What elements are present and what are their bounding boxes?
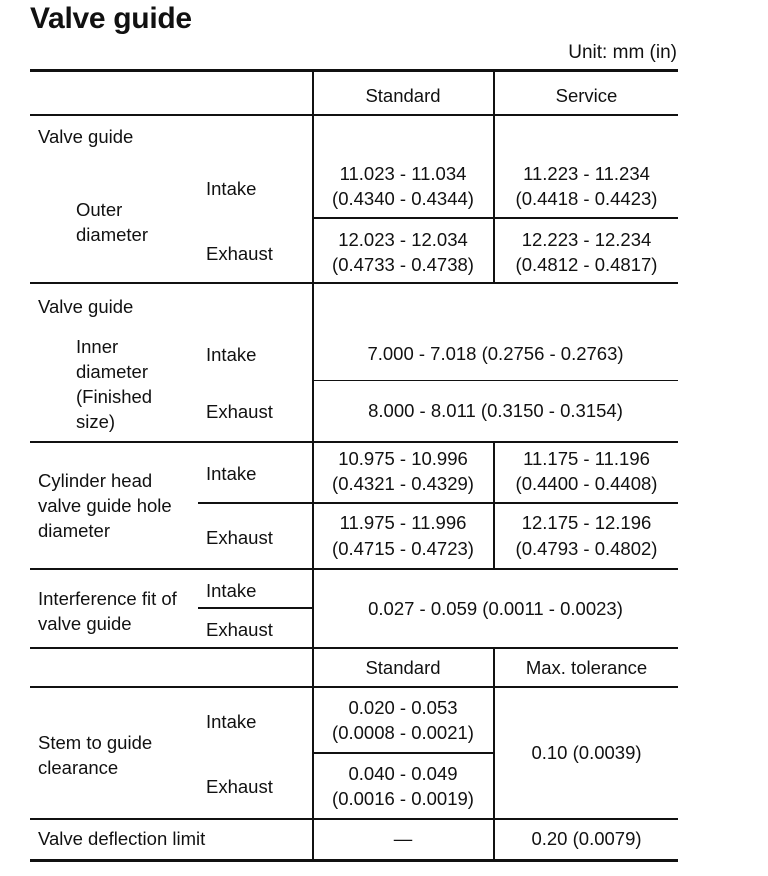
hole-exhaust-label: Exhaust <box>206 527 273 548</box>
rule-interference-mid <box>198 607 313 609</box>
outer-intake-std-2: (0.4340 - 0.4344) <box>332 188 474 209</box>
rule-hole-mid <box>198 502 678 504</box>
stem-intake-std-1: 0.020 - 0.053 <box>348 697 458 718</box>
outer-intake-label: Intake <box>206 178 257 199</box>
interference-exhaust-label: Exhaust <box>206 619 273 640</box>
rule-inner-mid <box>313 380 678 381</box>
stem-exhaust-std-1: 0.040 - 0.049 <box>348 763 458 784</box>
header-max-tolerance: Max. tolerance <box>525 657 648 678</box>
hole-exhaust-svc-2: (0.4793 - 0.4802) <box>515 538 658 559</box>
hole-intake-svc-1: 11.175 - 11.196 <box>523 448 650 469</box>
outer-intake-svc-1: 11.223 - 11.234 <box>523 163 650 184</box>
unit-label: Unit: mm (in) <box>568 42 677 63</box>
hole-exhaust-svc-1: 12.175 - 12.196 <box>521 512 652 533</box>
hole-label-line2: valve guide hole <box>38 495 172 516</box>
stem-max-value: 0.10 (0.0039) <box>531 742 642 763</box>
deflection-standard: — <box>393 828 413 849</box>
inner-label-line3: (Finished <box>76 386 153 407</box>
outer-label-line1: Outer <box>76 199 123 220</box>
header-standard: Standard <box>365 85 441 106</box>
outer-exhaust-std-2: (0.4733 - 0.4738) <box>332 254 474 275</box>
hole-label-line1: Cylinder head <box>38 470 153 491</box>
rule-header-bottom <box>30 114 678 116</box>
rule-hole-bottom <box>30 568 678 570</box>
stem-label-line2: clearance <box>38 757 119 778</box>
hole-intake-label: Intake <box>206 463 257 484</box>
outer-exhaust-label: Exhaust <box>206 243 273 264</box>
hole-intake-std-2: (0.4321 - 0.4329) <box>332 473 474 494</box>
rule-bottom <box>30 859 678 862</box>
outer-exhaust-std-1: 12.023 - 12.034 <box>338 229 468 250</box>
rule-interference-bottom <box>30 647 678 649</box>
header-service: Service <box>555 85 618 106</box>
stem-exhaust-std-2: (0.0016 - 0.0019) <box>332 788 474 809</box>
inner-exhaust-value: 8.000 - 8.011 (0.3150 - 0.3154) <box>368 400 623 421</box>
rule-inner-bottom <box>30 441 678 443</box>
hole-intake-std-1: 10.975 - 10.996 <box>338 448 468 469</box>
rule-stem-bottom <box>30 818 678 820</box>
interference-intake-label: Intake <box>206 580 257 601</box>
rule-outer-mid <box>313 217 678 219</box>
rule-header2-bottom <box>30 686 678 688</box>
outer-intake-svc-2: (0.4418 - 0.4423) <box>515 188 658 209</box>
deflection-max: 0.20 (0.0079) <box>531 828 642 849</box>
rule-stem-mid <box>313 752 494 754</box>
hole-exhaust-std-2: (0.4715 - 0.4723) <box>332 538 474 559</box>
outer-group-label: Valve guide <box>38 126 134 147</box>
outer-exhaust-svc-2: (0.4812 - 0.4817) <box>515 254 658 275</box>
hole-intake-svc-2: (0.4400 - 0.4408) <box>515 473 658 494</box>
inner-label-line2: diameter <box>76 361 148 382</box>
stem-exhaust-label: Exhaust <box>206 776 273 797</box>
stem-intake-label: Intake <box>206 711 257 732</box>
deflection-label: Valve deflection limit <box>38 828 206 849</box>
stem-intake-std-2: (0.0008 - 0.0021) <box>332 722 474 743</box>
outer-intake-std-1: 11.023 - 11.034 <box>339 163 467 184</box>
header-standard-2: Standard <box>365 657 441 678</box>
interference-label-line2: valve guide <box>38 613 132 634</box>
inner-intake-label: Intake <box>206 344 257 365</box>
stem-label-line1: Stem to guide <box>38 732 153 753</box>
rule-top <box>30 69 678 72</box>
hole-exhaust-std-1: 11.975 - 11.996 <box>339 512 467 533</box>
rule-outer-bottom <box>30 282 678 284</box>
inner-intake-value: 7.000 - 7.018 (0.2756 - 0.2763) <box>367 343 624 364</box>
outer-label-line2: diameter <box>76 224 148 245</box>
interference-label-line1: Interference fit of <box>38 588 177 609</box>
inner-label-line4: size) <box>76 411 116 432</box>
inner-label-line1: Inner <box>76 336 119 357</box>
hole-label-line3: diameter <box>38 520 110 541</box>
page-title: Valve guide <box>30 2 192 35</box>
inner-exhaust-label: Exhaust <box>206 401 273 422</box>
outer-exhaust-svc-1: 12.223 - 12.234 <box>521 229 652 250</box>
inner-group-label: Valve guide <box>38 296 134 317</box>
interference-value: 0.027 - 0.059 (0.0011 - 0.0023) <box>368 598 623 619</box>
